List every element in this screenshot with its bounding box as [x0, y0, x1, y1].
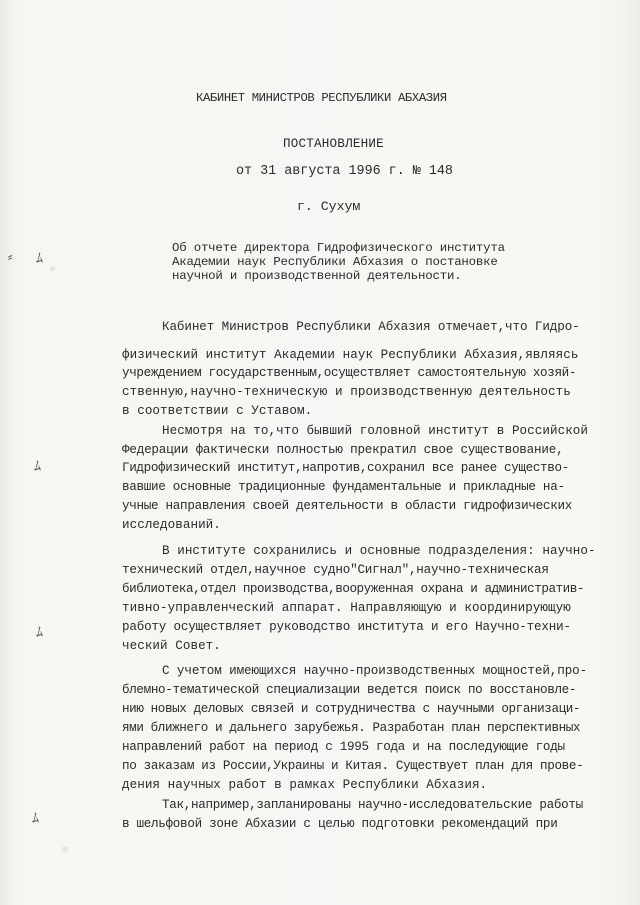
body-line: учные направления своей деятельности в области гидрофизических — [122, 499, 572, 513]
body-line: С учетом имеющихся научно-производственных мощностей,про- — [162, 664, 588, 678]
scan-smudge — [62, 846, 68, 852]
scan-smudge — [50, 266, 55, 271]
document-date-number: от 31 августа 1996 г. № 148 — [236, 164, 453, 179]
body-line: Федерации фактически полностью прекратил свое существование, — [122, 443, 564, 457]
body-line: библиотека,отдел производства,вооруженная охрана и административ- — [122, 582, 584, 596]
body-line: работу осуществляет руководство института и его Научно-техни- — [122, 620, 571, 634]
margin-mark: ﾑ — [36, 626, 43, 642]
body-line: в шельфовой зоне Абхазии с целью подготовки рекомендаций при — [122, 817, 558, 831]
body-line: тивно-управленческий аппарат. Направляющую и координирующую — [122, 601, 571, 615]
cabinet-title: КАБИНЕТ МИНИСТРОВ РЕСПУБЛИКИ АБХАЗИЯ — [196, 91, 447, 105]
subject-line: Об отчете директора Гидрофизического института — [172, 241, 505, 255]
body-line: в соответствии с Уставом. — [122, 404, 313, 418]
subject-line: научной и производственной деятельности. — [172, 269, 462, 283]
body-line: вавшие основные традиционные фундаментальные и прикладные на- — [122, 480, 565, 494]
margin-mark: ⸗ — [6, 250, 15, 266]
margin-mark: ﾑ — [34, 460, 41, 476]
body-line: исследований. — [122, 518, 221, 532]
margin-mark: ﾑ — [36, 252, 43, 268]
document-city: г. Сухум — [297, 199, 361, 214]
body-line: дения научных работ в рамках Республики Абхазия. — [122, 778, 488, 792]
body-line: ческий Совет. — [122, 639, 221, 653]
body-line: физический институт Академии наук Республики Абхазия,являясь — [122, 348, 579, 362]
body-line: нию новых деловых связей и сотрудничества с научными организаци- — [122, 702, 581, 716]
body-line: учреждением государственным,осуществляет самостоятельную хозяй- — [122, 366, 577, 380]
body-line: ями ближнего и дальнего зарубежья. Разработан план перспективных — [122, 721, 581, 735]
body-line: ственную,научно-техническую и производственную деятельность — [122, 385, 571, 399]
body-line: Кабинет Министров Республики Абхазия отмечает,что Гидро- — [162, 320, 580, 334]
document-type: ПОСТАНОВЛЕНИЕ — [283, 137, 384, 151]
body-line: блемно-тематической специализации ведется поиск по восстановле- — [122, 683, 577, 697]
body-line: направлений работ на период с 1995 года и на последующие годы — [122, 740, 565, 754]
body-line: В институте сохранились и основные подразделения: научно- — [162, 544, 596, 558]
body-line: Несмотря на то,что бывший головной институт в Российской — [162, 424, 589, 438]
body-line: Так,например,запланированы научно-исследовательские работы — [162, 798, 583, 812]
body-line: технический отдел,научное судно"Сигнал",научно-техническая — [122, 563, 549, 577]
body-line: Гидрофизический институт,напротив,сохранил все ранее существо- — [122, 461, 569, 475]
subject-line: Академии наук Республики Абхазия о постановке — [172, 255, 498, 269]
body-line: по заказам из России,Украины и Китая. Существует план для прове- — [122, 759, 584, 773]
margin-mark: ﾑ — [32, 812, 39, 828]
